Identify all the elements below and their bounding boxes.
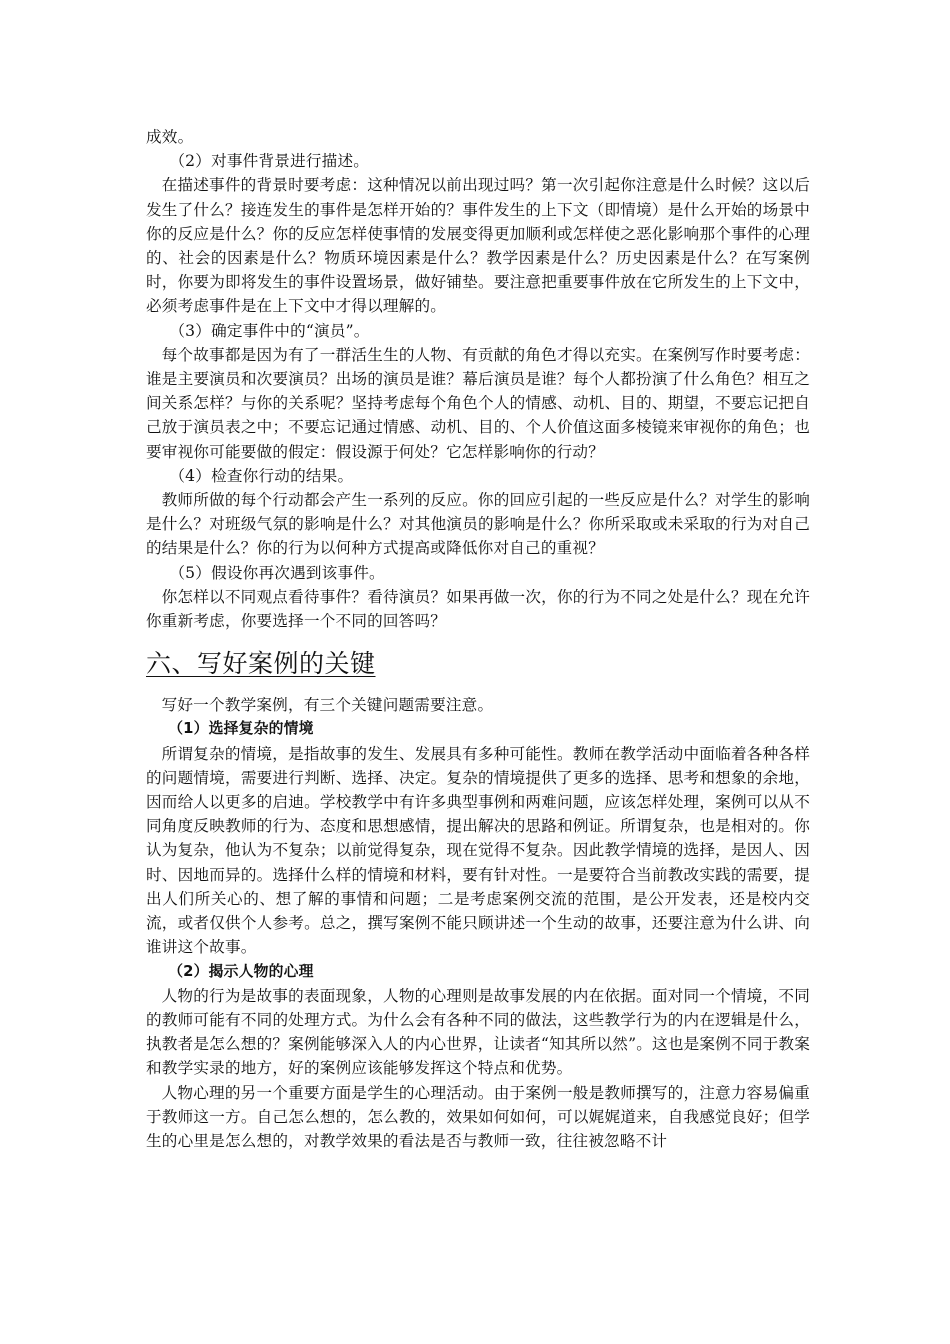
paragraph: 每个故事都是因为有了一群活生生的人物、有贡献的角色才得以充实。在案例写作时要考虑：谁是主要演员和次要演员？出场的演员是谁？幕后演员是谁？每个人都扮演了什么角色？相互之间关系怎样？与你的关系呢？坚持考虑每个角色个人的情感、动机、目的、期望，不要忘记把自己放于演员表之中；不要忘记通过情感、动机、目的、个人价值这面多棱镜来审视你的角色；也要审视你可能要做的假定：假设源于何处？它怎样影响你的行动？	[146, 345, 810, 461]
paragraph: 你怎样以不同观点看待事件？看待演员？如果再做一次，你的行为不同之处是什么？现在允许你重新考虑，你要选择一个不同的回答吗？	[146, 587, 810, 631]
document-page	[146, 125, 810, 1153]
item-heading: （3）确定事件中的“演员”。	[169, 321, 370, 340]
paragraph: 在描述事件的背景时要考虑：这种情况以前出现过吗？第一次引起你注意是什么时候？这以后发生了什么？接连发生的事件是怎样开始的？事件发生的上下文（即情境）是什么开始的场景中你的反应是什么？你的反应怎样使事情的发展变得更加顺利或怎样使之恶化影响那个事件的心理的、社会的因素是什么？物质环境因素是什么？教学因素是什么？历史因素是什么？在写案例时，你要为即将发生的事件设置场景，做好铺垫。要注意把重要事件放在它所发生的上下文中，必须考虑事件是在上下文中才得以理解的。	[146, 176, 810, 316]
paragraph: 教师所做的每个行动都会产生一系列的反应。你的回应引起的一些反应是什么？对学生的影响是什么？对班级气氛的影响是什么？对其他演员的影响是什么？你所采取或未采取的行为对自己的结果是什么？你的行为以何种方式提高或降低你对自己的重视？	[146, 491, 810, 558]
paragraph: 所谓复杂的情境，是指故事的发生、发展具有多种可能性。教师在教学活动中面临着各种各样的问题情境，需要进行判断、选择、决定。复杂的情境提供了更多的选择、思考和想象的余地，因而给人以更多的启迪。学校教学中有许多典型事例和两难问题，应该怎样处理，案例可以从不同角度反映教师的行为、态度和思想感情，提出解决的思路和例证。所谓复杂，也是相对的。你认为复杂，他认为不复杂；以前觉得复杂，现在觉得不复杂。因此教学情境的选择，是因人、因时、因地而异的。选择什么样的情境和材料，要有针对性。一是要符合当前教改实践的需要，提出人们所关心的、想了解的事情和问题；二是考虑案例交流的范围，是公开发表，还是校内交流，或者仅供个人参考。总之，撰写案例不能只顾讲述一个生动的故事，还要注意为什么讲、向谁讲这个故事。	[146, 744, 810, 957]
item-heading: （1）选择复杂的情境	[168, 720, 314, 738]
item-heading: （4）检查你行动的结果。	[169, 466, 354, 485]
paragraph: 人物心理的另一个重要方面是学生的心理活动。由于案例一般是教师撰写的，注意力容易偏重于教师这一方。自己怎么想的，怎么教的，效果如何如何，可以娓娓道来，自我感觉良好；但学生的心里是怎么想的，对教学效果的看法是否与教师一致，往往被忽略不计	[146, 1083, 810, 1150]
paragraph: 写好一个教学案例，有三个关键问题需要注意。	[161, 696, 494, 715]
paragraph: 成效。	[146, 128, 194, 146]
paragraph: 人物的行为是故事的表面现象，人物的心理则是故事发展的内在依据。面对同一个情境，不同的教师可能有不同的处理方式。为什么会有各种不同的做法，这些教学行为的内在逻辑是什么，执教者是怎么想的？案例能够深入人的内心世界，让读者“知其所以然”。这也是案例不同于教案和教学实录的地方，好的案例应该能够发挥这个特点和优势。	[146, 986, 810, 1078]
item-heading: （2）对事件背景进行描述。	[169, 152, 370, 171]
item-heading: （5）假设你再次遇到该事件。	[169, 563, 385, 582]
item-heading: （2）揭示人物的心理	[168, 962, 314, 980]
section-title: 六、写好案例的关键	[146, 649, 376, 679]
